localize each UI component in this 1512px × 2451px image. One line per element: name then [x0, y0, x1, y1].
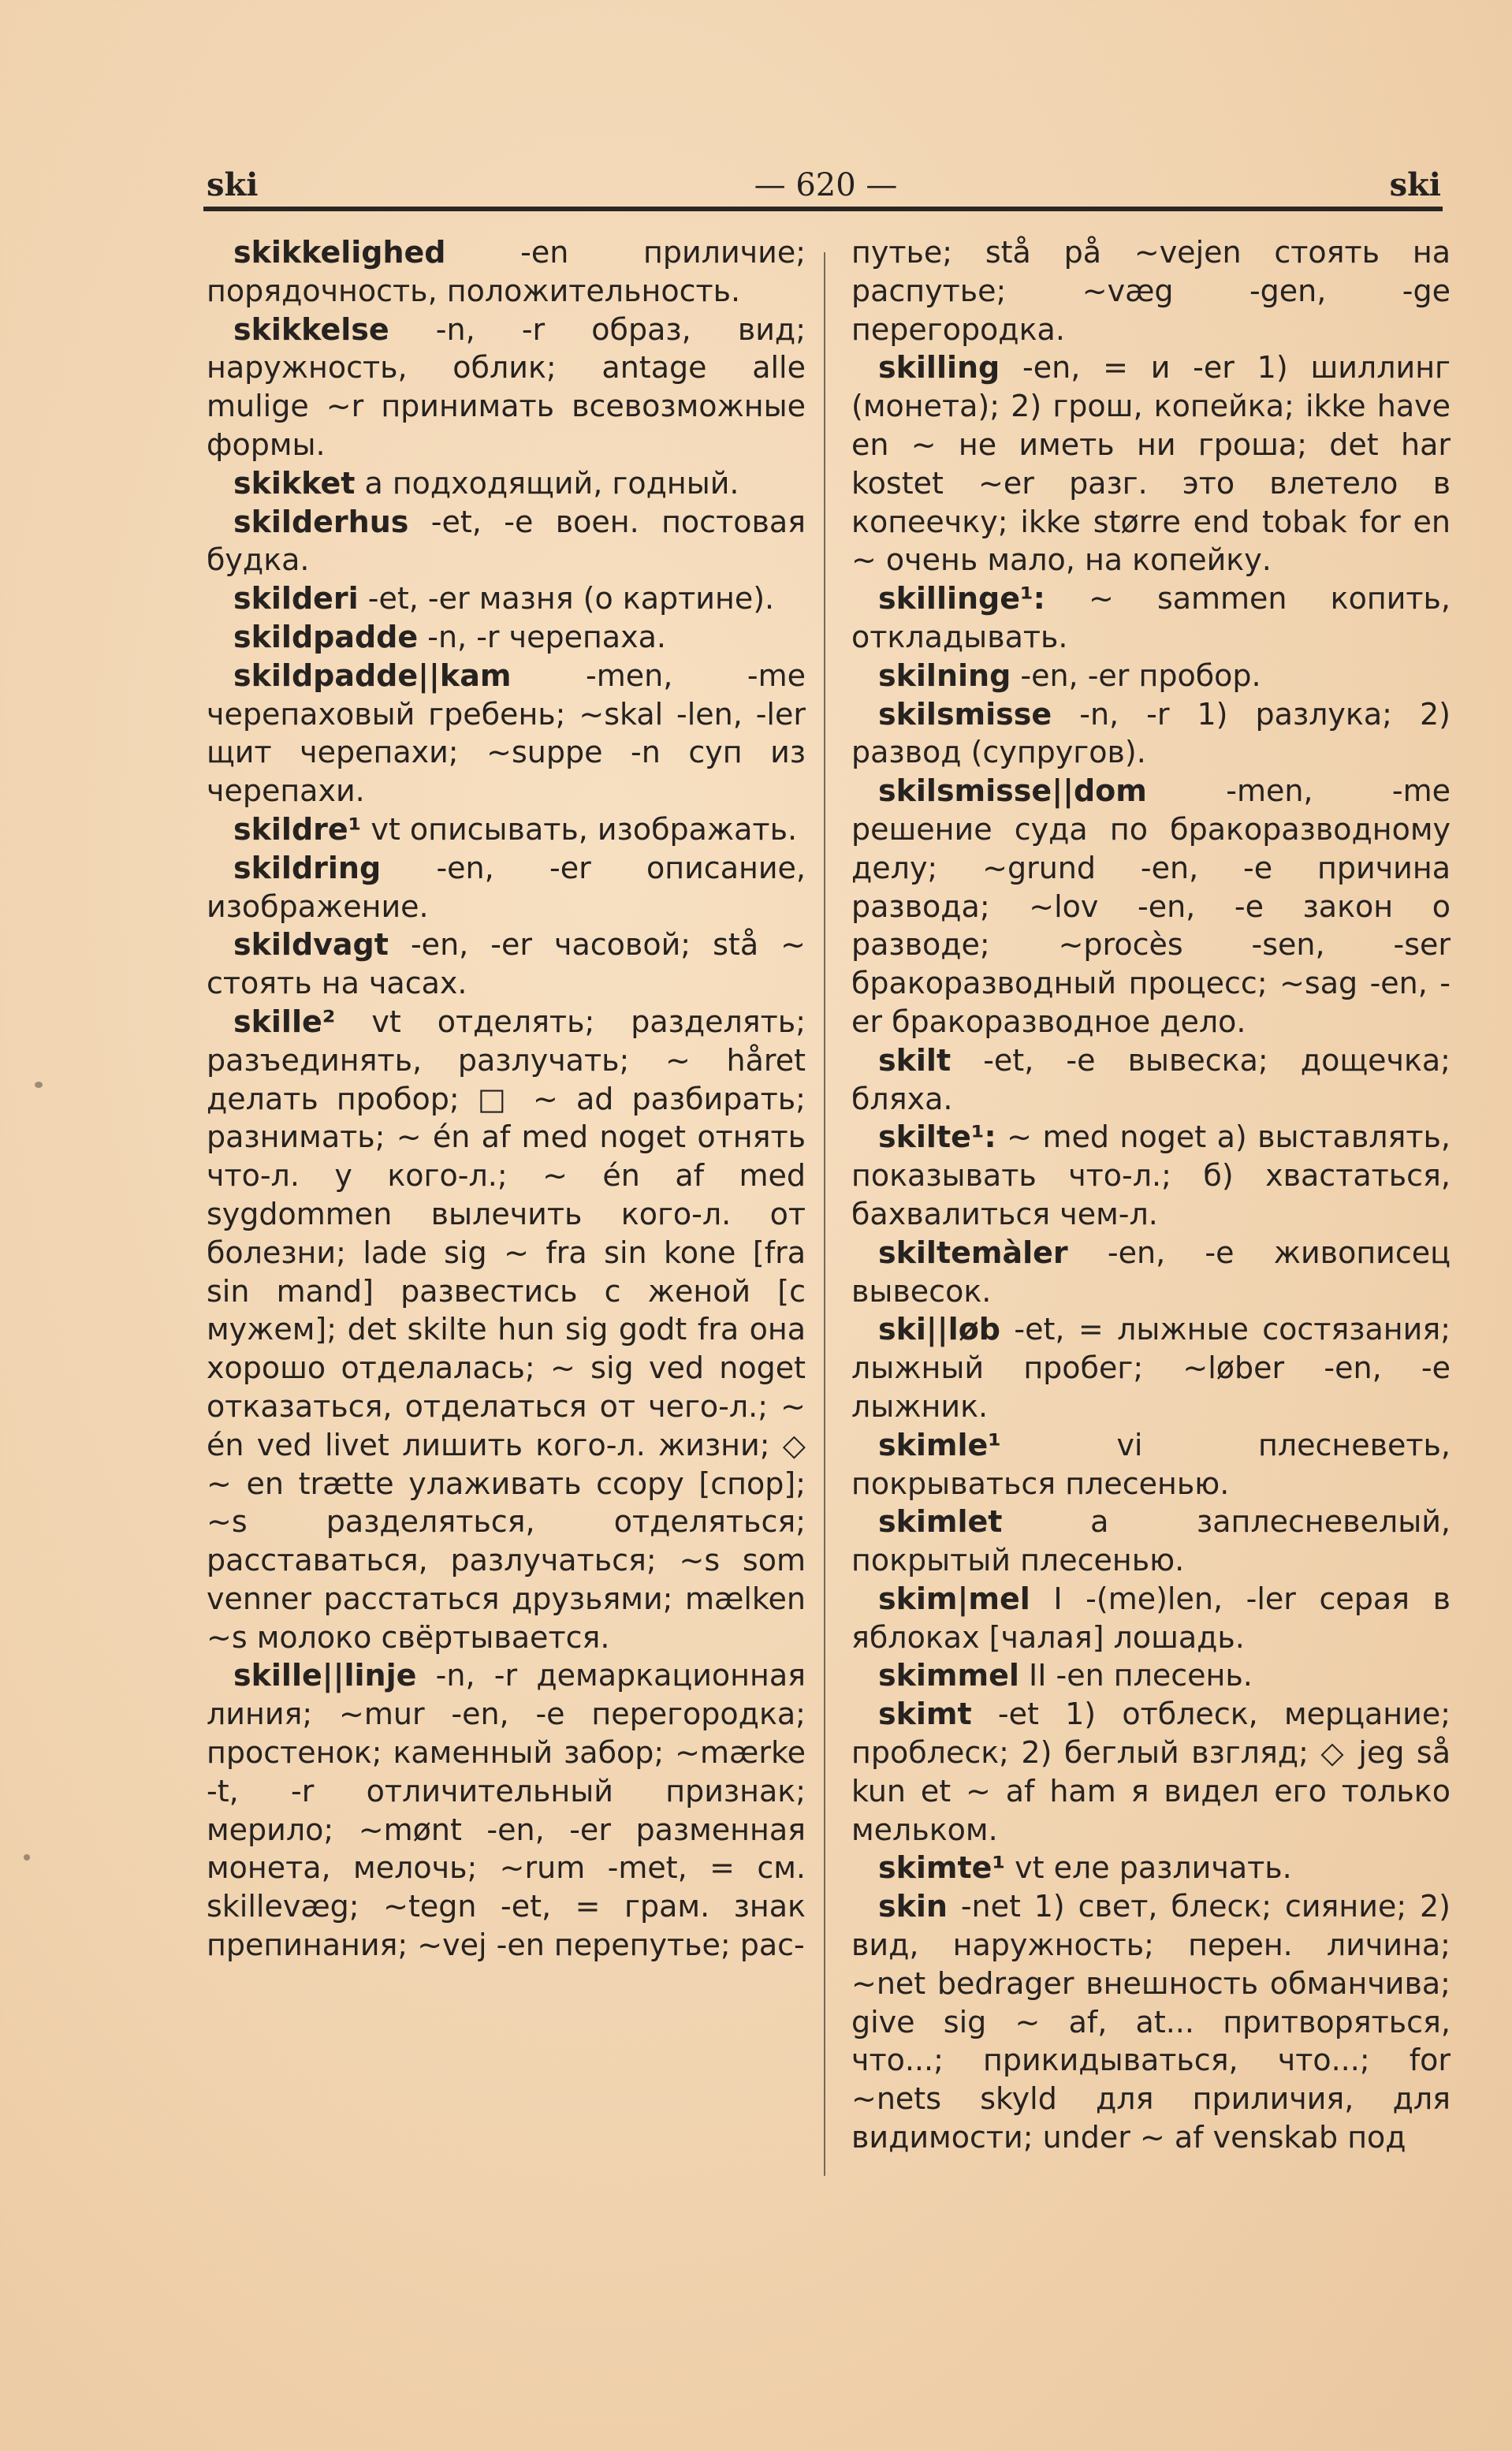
dictionary-entry: skilsmisse||dom -men, -me решение суда по бракоразводному делу; ~grund -en, -e причина развода; ~lov -en, -e закон о разводе; ~procès -sen, -ser бракоразводный процесс; ~sag -en, -er бракоразводное дело.	[851, 773, 1451, 1039]
headword: skikkelse	[233, 311, 389, 347]
header-rule	[203, 207, 1443, 211]
dictionary-entry: skimte¹ vt еле различать.	[878, 1850, 1292, 1886]
dictionary-entry-continuation: путье; stå på ~vejen стоять на распутье; ~væg -gen, -ge перегородка.	[851, 235, 1451, 347]
dictionary-entry: skilt -et, -e вывеска; дощечка; бляха.	[851, 1042, 1451, 1116]
dictionary-entry: skilning -en, -er пробор.	[878, 657, 1261, 693]
headword: skikkelighed	[233, 235, 446, 270]
dictionary-entry: skikkelse -n, -r образ, вид; наружность, облик; antage alle mulige ~r принимать всевозможные формы.	[207, 311, 806, 462]
left-column	[207, 233, 806, 1965]
dictionary-entry: skildring -en, -er описание, изображение.	[207, 850, 806, 924]
headword: skimlet	[878, 1504, 1003, 1540]
dictionary-entry: skildpadde||kam -men, -me черепаховый гребень; ~skal -len, -ler щит черепахи; ~suppe -n суп из черепахи.	[207, 657, 806, 809]
headword: skillinge¹:	[878, 581, 1045, 616]
dictionary-entry: skimlet a заплесневелый, покрытый плесенью.	[851, 1504, 1451, 1578]
dictionary-entry: skin -net 1) свет, блеск; сияние; 2) вид, наружность; перен. личина; ~net bedrager внешность обманчива; give sig ~ af, at... притворяться, что...; прикидываться, что...; for ~nets skyld для приличия, для видимости; under ~ af venskab под	[851, 1889, 1451, 2155]
headword: skimte¹	[878, 1850, 1006, 1886]
headword: skilt	[878, 1042, 952, 1078]
headword: skilderi	[233, 581, 359, 616]
dictionary-entry: skildvagt -en, -er часовой; stå ~ стоять на часах.	[207, 927, 806, 1001]
headword: skilte¹:	[878, 1119, 996, 1155]
right-column	[851, 233, 1451, 2157]
column-divider	[824, 252, 825, 2176]
headword: skiltemàler	[878, 1235, 1068, 1270]
dictionary-entry: skimt -et 1) отблеск, мерцание; проблеск; 2) беглый взгляд; ◇ jeg så kun et ~ af ham я видел его только мельком.	[851, 1697, 1451, 1847]
dictionary-entry: skikket a подходящий, годный.	[233, 465, 739, 501]
headword: skimt	[878, 1697, 972, 1732]
dictionary-entry: skille² vt отделять; разделять; разъединять, разлучать; ~ håret делать пробор; □ ~ ad разбирать; разнимать; ~ én af med noget отнять что-л. у кого-л.; ~ én af med sygdommen вылечить кого-л. от болезни; lade sig ~ fra sin kone [fra sin mand] развестись с женой [с мужем]; det skilte hun sig godt fra она хорошо отделалась; ~ sig ved noget отказаться, отделаться от чего-л.; ~ én ved livet лишить кого-л. жизни; ◇ ~ en trætte улаживать ссору [спор]; ~s разделяться, отделяться; расставаться, разлучаться; ~s som venner расстаться друзьями; mælken ~s молоко свёртывается.	[207, 1004, 806, 1655]
headword: skin	[878, 1889, 948, 1924]
headword: skilning	[878, 657, 1011, 693]
dictionary-entry: skilsmisse -n, -r 1) разлука; 2) развод (супругов).	[851, 696, 1451, 770]
dictionary-entry: skilderi -et, -er мазня (о картине).	[233, 581, 775, 616]
dictionary-entry: ski||løb -et, = лыжные состязания; лыжный пробег; ~løber -en, -e лыжник.	[851, 1312, 1451, 1424]
headword: skildpadde	[233, 619, 419, 654]
headword: skildvagt	[233, 927, 389, 963]
paper-speck	[35, 1082, 43, 1088]
headword: skilsmisse||dom	[878, 773, 1147, 809]
headword: skilderhus	[233, 504, 409, 539]
dictionary-entry: skimmel II -en плесень.	[878, 1658, 1253, 1693]
dictionary-entry: skilling -en, = и -er 1) шиллинг (монета); 2) грош, копейка; ikke have en ~ не иметь ни гроша; det har kostet ~er разг. это влетело в копеечку; ikke større end tobak for en ~ очень мало, на копейку.	[851, 350, 1451, 578]
headword: skille²	[233, 1004, 336, 1039]
dictionary-entry: skildre¹ vt описывать, изображать.	[233, 811, 798, 847]
dictionary-entry: skilte¹: ~ med noget а) выставлять, показывать что-л.; б) хвастаться, бахвалиться чем-л.	[851, 1119, 1451, 1231]
header-right-guide-word: ski	[1389, 166, 1441, 203]
dictionary-entry: skim|mel I -(me)len, -ler серая в яблоках [чалая] лошадь.	[851, 1581, 1451, 1655]
headword: ski||løb	[878, 1312, 1001, 1347]
dictionary-entry: skildpadde -n, -r черепаха.	[233, 619, 666, 654]
headword: skim|mel	[878, 1581, 1030, 1616]
header-left-guide-word: ski	[207, 166, 259, 203]
headword: skilsmisse	[878, 696, 1052, 732]
dictionary-entry: skimle¹ vi плесневеть, покрываться плесенью.	[851, 1427, 1451, 1501]
headword: skilling	[878, 350, 1000, 386]
dictionary-entry: skiltemàler -en, -e живописец вывесок.	[851, 1235, 1451, 1309]
dictionary-entry: skille||linje -n, -r демаркационная линия; ~mur -en, -e перегородка; простенок; каменный забор; ~mærke -t, -r отличительный признак; мерило; ~mønt -en, -er разменная монета, мелочь; ~rum -met, = см. skillevæg; ~tegn -et, = грам. знак препинания; ~vej -en перепутье; рас-	[207, 1658, 806, 1963]
dictionary-entry: skikkelighed -en приличие; порядочность, положительность.	[207, 235, 806, 308]
headword: skimle¹	[878, 1427, 1001, 1462]
headword: skikket	[233, 465, 356, 501]
headword: skille||linje	[233, 1658, 417, 1693]
headword: skildpadde||kam	[233, 657, 512, 693]
headword: skimmel	[878, 1658, 1019, 1693]
headword: skildring	[233, 850, 382, 885]
page-number: — 620 —	[754, 167, 898, 203]
paper-speck	[24, 1854, 30, 1861]
dictionary-entry: skilderhus -et, -e воен. постовая будка.	[207, 504, 806, 578]
dictionary-entry: skillinge¹: ~ sammen копить, откладывать.	[851, 581, 1451, 654]
headword: skildre¹	[233, 811, 362, 847]
